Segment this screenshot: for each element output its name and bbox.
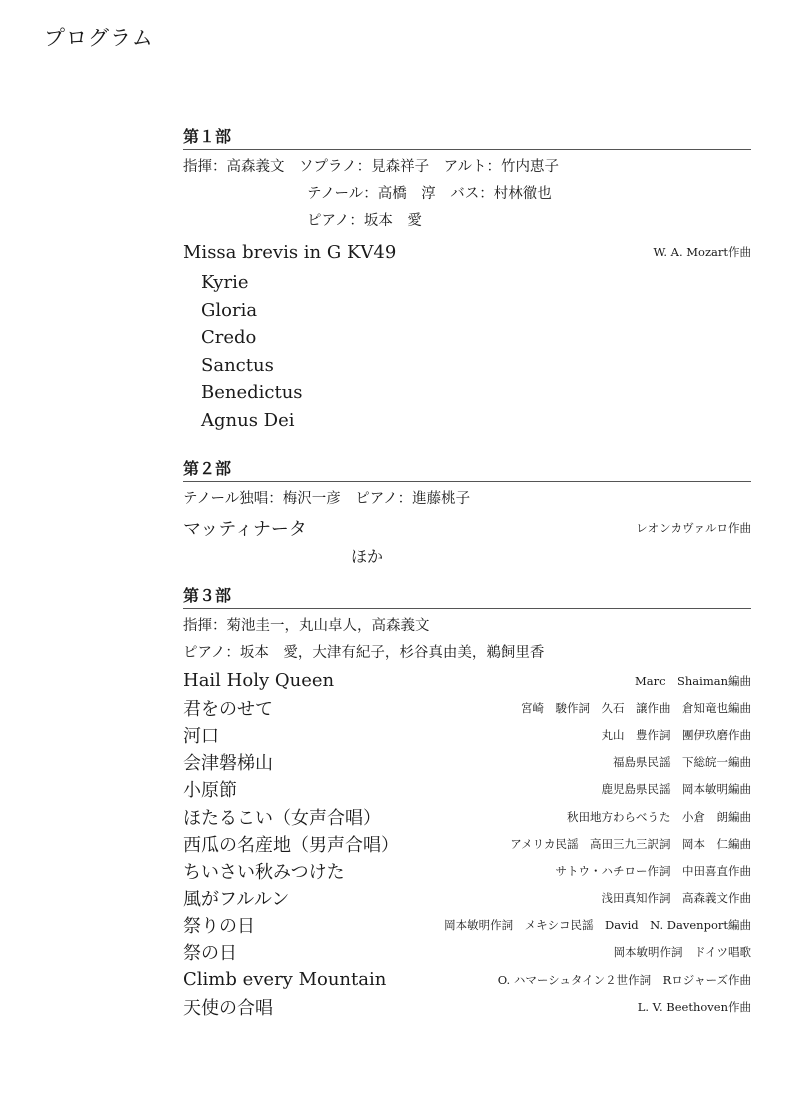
movement-item: Benedictus (201, 382, 303, 403)
part-1-heading: 第１部 (183, 124, 751, 150)
movement-item: Agnus Dei (201, 409, 295, 431)
work-row (183, 830, 751, 857)
work-credit: 浅田真知作詞 高森義文作曲 (601, 891, 751, 906)
movement-item: Kyrie (201, 272, 249, 293)
work-title: 小原節 (183, 780, 237, 802)
performer-line: テノール独唱：梅沢一彦 ピアノ：進藤桃子 (183, 491, 471, 507)
work-title: ちいさい秋みつけた (183, 861, 345, 883)
part-3-section (183, 583, 751, 1020)
part-3-heading: 第３部 (183, 583, 751, 609)
movement-item: Sanctus (201, 354, 274, 376)
part-3-work-list (183, 667, 751, 1020)
part-2-heading: 第２部 (183, 456, 751, 482)
work-title: マッティナータ (183, 519, 307, 540)
work-credit: 丸山 豊作詞 團伊玖磨作曲 (601, 727, 751, 742)
work-row (183, 939, 751, 966)
work-row (183, 966, 751, 993)
work-title: 会津磐梯山 (183, 753, 273, 775)
part-2-section (183, 456, 751, 571)
work-credit: W. A. Mozart作曲 (653, 245, 751, 259)
others-note: ほか (351, 547, 384, 566)
work-credit: レオンカヴァルロ作曲 (636, 521, 751, 535)
work-row (183, 721, 751, 748)
work-credit: L. V. Beethoven作曲 (637, 999, 751, 1014)
work-row (183, 513, 751, 543)
work-credit: 鹿児島県民謡 岡本敏明編曲 (601, 782, 751, 797)
work-row (183, 993, 751, 1020)
work-title: 君をのせて (183, 698, 273, 720)
work-credit: 宮崎 駿作詞 久石 譲作曲 倉知竜也編曲 (521, 700, 751, 715)
part-1-section (183, 124, 751, 434)
work-credit: 岡本敏明作詞 メキシコ民謡 David N. Davenport編曲 (444, 918, 751, 933)
work-row (183, 857, 751, 884)
work-credit: アメリカ民謡 高田三九三訳詞 岡本 仁編曲 (510, 836, 751, 851)
work-title: ほたるこい（女声合唱） (183, 807, 381, 829)
movement-item: Credo (201, 327, 257, 348)
work-row (183, 235, 751, 269)
work-credit: 岡本敏明作詞 ドイツ唱歌 (613, 945, 751, 960)
performer-line: テノール：高橋 淳 バス：村林徹也 (307, 186, 552, 202)
work-credit: 福島県民謡 下総皖一編曲 (613, 755, 751, 770)
work-row (183, 912, 751, 939)
work-title: 風がフルルン (183, 889, 290, 911)
work-title: 祭りの日 (183, 916, 255, 938)
performer-line: 指揮：菊池圭一，丸山卓人，高森義文 (183, 618, 430, 634)
work-title: 祭の日 (183, 943, 237, 965)
work-credit: サトウ・ハチロー作詞 中田喜直作曲 (555, 863, 751, 878)
work-title: 天使の合唱 (183, 997, 273, 1019)
work-row (183, 885, 751, 912)
work-row (183, 694, 751, 721)
performer-line: 指揮：高森義文 ソプラノ：見森祥子 アルト：竹内恵子 (183, 159, 559, 175)
work-row (183, 803, 751, 830)
work-title: Missa brevis in G KV49 (183, 241, 397, 263)
work-row (183, 667, 751, 694)
work-title: 河口 (183, 725, 219, 747)
work-title: Climb every Mountain (183, 969, 387, 991)
page-title: プログラム (44, 26, 154, 50)
work-title: 西瓜の名産地（男声合唱） (183, 834, 399, 856)
work-title: Hail Holy Queen (183, 670, 335, 692)
work-credit: 秋田地方わらべうた 小倉 朗編曲 (567, 809, 751, 824)
performer-line: ピアノ：坂本 愛，大津有紀子，杉谷真由美，鵜飼里香 (183, 645, 545, 661)
movement-item: Gloria (201, 299, 258, 321)
program-content (183, 124, 751, 1032)
work-row (183, 776, 751, 803)
performer-line: ピアノ：坂本 愛 (307, 213, 422, 229)
work-credit: Marc Shaiman編曲 (634, 673, 751, 688)
work-row (183, 749, 751, 776)
work-credit: O. ハマーシュタイン２世作詞 Rロジャーズ作曲 (497, 972, 751, 987)
